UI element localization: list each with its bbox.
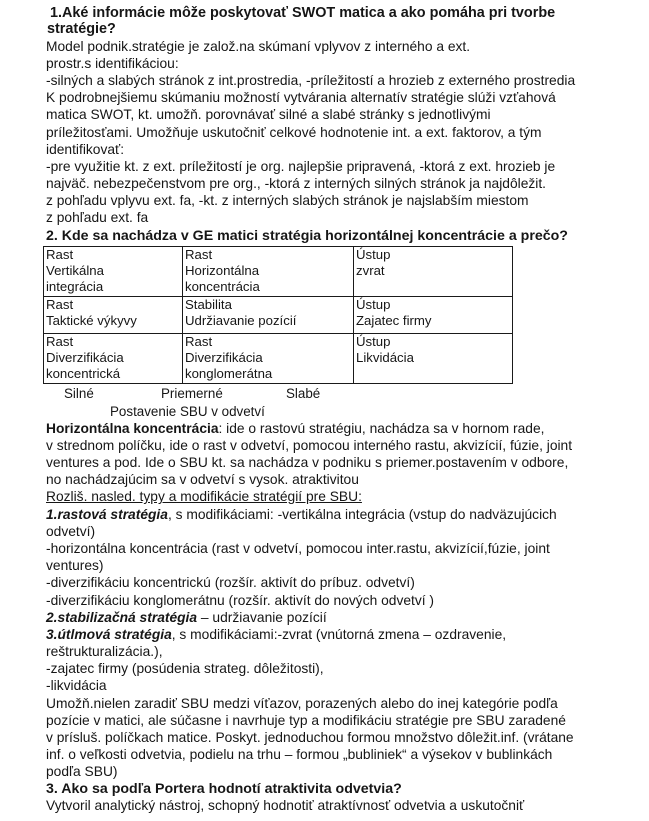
strategy3-rest: , s modifikáciami:-zvrat (vnútorná zmena – ozdravenie, <box>171 627 507 642</box>
cell-line: Likvidácia <box>356 350 414 365</box>
q1-text-line: K podrobnejšiemu skúmaniu možností vytvárania alternatív stratégie slúži vzťahová <box>46 90 556 105</box>
strategy1-detail: -diverzifikáciu konglomerátnu (rozšír. aktivít do nových odvetví ) <box>46 593 435 608</box>
cell-line: zvrat <box>356 263 385 278</box>
closing-line: v prísluš. políčkach matice. Poskyt. jednoduchou formou množstvo dôležit.inf. (vrátane <box>46 730 574 745</box>
strategy1-rest: , s modifikáciami: -vertikálna integrácia (vstup do nadväzujúcich <box>167 507 557 522</box>
types-heading: Rozliš. nasled. typy a modifikácie stratégií pre SBU: <box>46 489 362 504</box>
q1-text-line: z pohľadu ext. fa <box>46 210 149 225</box>
q1-heading-line2: stratégie? <box>47 21 116 37</box>
strategy2-rest: – udržiavanie pozícií <box>197 610 327 625</box>
strategy1-detail: -diverzifikáciu koncentrickú (rozšír. aktivít do príbuz. odvetví) <box>46 575 415 590</box>
strategy3-detail: -zajatec firmy (posúdenia strateg. dôležitosti), <box>46 661 324 676</box>
ge-matrix <box>43 246 513 384</box>
closing-line: pozície v matici, ale súčasne i navrhuje typ a modifikáciu stratégie pre SBU zaradené <box>46 713 566 728</box>
answer-rest: : ide o rastovú stratégiu, nachádza sa v hornom rade, <box>218 421 545 436</box>
matrix-cell <box>183 297 354 334</box>
cell-line: Udržiavanie pozícií <box>185 313 297 328</box>
closing-line: inf. o veľkosti odvetvia, podielu na trhu – formou „bubliniek“ a výsekov v bublinkách <box>46 747 553 762</box>
q1-text-line: -pre využitie kt. z ext. príležitostí je org. najlepšie pripravená, -ktorá z ext. hrozieb je <box>46 159 556 174</box>
q3-heading: 3. Ako sa podľa Portera hodnotí atraktivita odvetvia? <box>46 781 402 797</box>
matrix-cell <box>183 334 354 384</box>
q1-text-line: identifikovať: <box>46 142 125 157</box>
cell-line: Taktické výkyvy <box>46 313 137 328</box>
q1-heading-line1: 1.Aké informácie môže poskytovať SWOT matica a ako pomáha pri tvorbe <box>50 5 556 21</box>
q1-text-line: Model podnik.stratégie je založ.na skúmaní vplyvov z interného a ext. <box>46 39 471 54</box>
strategy1-detail: odvetví) <box>46 524 96 539</box>
cell-line: Horizontálna <box>185 263 260 278</box>
cell-line: Stabilita <box>185 297 232 312</box>
axis-label-weak: Slabé <box>286 386 321 401</box>
cell-line: Ústup <box>356 334 391 349</box>
answer-term: Horizontálna koncentrácia <box>46 421 219 436</box>
axis-label-strong: Silné <box>64 386 94 401</box>
cell-line: Diverzifikácia <box>185 350 263 365</box>
matrix-cell <box>354 334 513 384</box>
cell-line: Ústup <box>356 247 391 262</box>
q1-text-line: najväč. nebezpečenstvom pre org., -ktorá z interných silných stránok ja najdôležit. <box>46 176 547 191</box>
q2-heading: 2. Kde sa nachádza v GE matici stratégia horizontálnej koncentrácie a prečo? <box>46 228 568 244</box>
cell-line: integrácia <box>46 279 104 294</box>
matrix-cell <box>44 297 183 334</box>
cell-line: Zajatec firmy <box>356 313 432 328</box>
matrix-cell <box>354 297 513 334</box>
q3-text-line: Vytvoril analytický nástroj, schopný hodnotiť atraktívnosť odvetvia a uskutočniť <box>46 798 525 813</box>
cell-line: Rast <box>46 247 74 262</box>
q1-text-line: matica SWOT, kt. umožň. porovnávať silné a slabé stránky s jednotlivými <box>46 107 491 122</box>
closing-line: Umožň.nielen zaradiť SBU medzi víťazov, porazených alebo do inej kategórie podľa <box>46 696 558 711</box>
matrix-cell <box>183 247 354 297</box>
strategy3-detail: -likvidácia <box>46 678 107 693</box>
strategy1-line <box>46 507 557 523</box>
strategy1-title: 1.rastová stratégia <box>46 507 168 522</box>
cell-line: Ústup <box>356 297 391 312</box>
cell-line: Rast <box>46 334 74 349</box>
strategy2-line <box>46 610 327 626</box>
strategy3-title: 3.útlmová stratégia <box>46 627 172 642</box>
strategy2-title: 2.stabilizačná stratégia <box>46 610 198 625</box>
q2-answer-line: v strednom políčku, ide o rast v odvetví, pomocou interného rastu, akvizícií, fúzie, joint <box>46 438 573 453</box>
strategy3-line <box>46 627 506 643</box>
axis-title: Postavenie SBU v odvetví <box>110 404 265 419</box>
q1-text-line: -silných a slabých stránok z int.prostredia, -príležitostí a hrozieb z externého prostredia <box>46 73 576 88</box>
q1-text-line: z pohľadu vplyvu ext. fa, -kt. z interných slabých stránok je najslabším miestom <box>46 193 529 208</box>
cell-line: Rast <box>185 334 213 349</box>
cell-line: Diverzifikácia <box>46 350 124 365</box>
q1-text-line: príležitosťami. Umožňuje uskutočniť celkové hodnotenie int. a ext. faktorov, a tým <box>46 125 542 140</box>
cell-line: Vertikálna <box>46 263 104 278</box>
closing-line: podľa SBU) <box>46 764 118 779</box>
cell-line: koncentrácia <box>185 279 260 294</box>
q2-answer-line: ventures a pod. Ide o SBU kt. sa nachádza v podniku s priemer.postavením v odbore, <box>46 455 569 470</box>
q2-answer-line: no nachádzajúcim sa v odvetví s vysok. atraktivitou <box>46 472 359 487</box>
q2-answer-first-line <box>46 421 544 437</box>
cell-line: Rast <box>46 297 74 312</box>
cell-line: koncentrická <box>46 366 121 381</box>
strategy1-detail: -horizontálna koncentrácia (rast v odvetví, pomocou inter.rastu, akvizícií,fúzie, joint <box>46 541 550 556</box>
matrix-cell <box>354 247 513 297</box>
cell-line: Rast <box>185 247 213 262</box>
matrix-cell <box>44 334 183 384</box>
axis-label-average: Priemerné <box>161 386 223 401</box>
strategy1-detail: ventures) <box>46 558 104 573</box>
strategy3-detail: reštrukturalizácia.), <box>46 644 163 659</box>
cell-line: konglomerátna <box>185 366 273 381</box>
matrix-cell <box>44 247 183 297</box>
q1-text-line: prostr.s identifikáciou: <box>46 56 179 71</box>
